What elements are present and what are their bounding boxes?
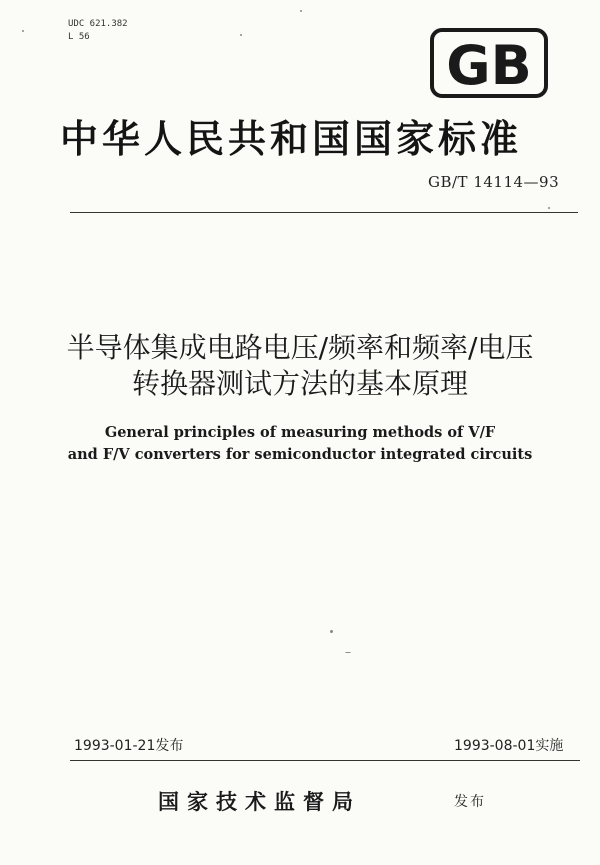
scan-speck [330, 630, 333, 633]
title-english-line2: and F/V converters for semiconductor integrated circuits [67, 446, 533, 463]
top-divider [70, 212, 578, 213]
scan-speck [300, 10, 302, 12]
classification-codes [68, 18, 128, 44]
title-english [0, 422, 600, 466]
scan-speck [548, 207, 550, 209]
udc-code: UDC 621.382 [68, 19, 128, 29]
title-chinese-line1: 半导体集成电路电压/频率和频率/电压 [66, 331, 534, 364]
title-chinese [0, 330, 600, 402]
bottom-divider [70, 760, 580, 761]
publish-label: 发布 [454, 794, 486, 810]
scan-speck [240, 34, 242, 36]
scan-speck [22, 30, 24, 32]
gb-logo-text: GB [446, 34, 532, 97]
scan-speck [345, 652, 351, 653]
category-code: L 56 [68, 32, 90, 42]
standard-organization: 中华人民共和国国家标准 [60, 116, 523, 161]
title-english-line1: General principles of measuring methods of V/F [104, 424, 496, 441]
issue-date: 1993-01-21发布 [74, 738, 184, 754]
publisher: 国家技术监督局 [158, 789, 361, 814]
implementation-date: 1993-08-01实施 [454, 738, 564, 754]
standard-number: GB/T 14114—93 [428, 173, 560, 191]
title-chinese-line2: 转换器测试方法的基本原理 [131, 367, 468, 400]
gb-logo [430, 28, 548, 98]
